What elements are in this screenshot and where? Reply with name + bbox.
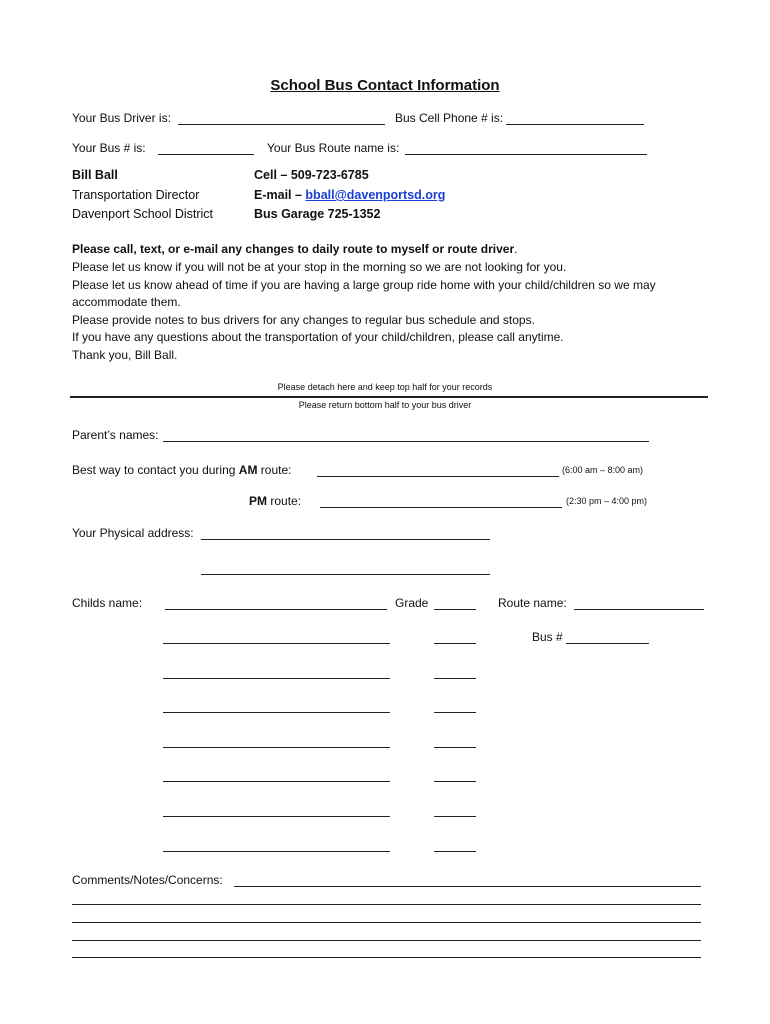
child-name-field-6[interactable]: [163, 781, 390, 782]
child-name-field-4[interactable]: [163, 712, 390, 713]
comments-field-2[interactable]: [72, 904, 701, 905]
grade-field-5[interactable]: [434, 747, 476, 748]
bus-route-label: Your Bus Route name is:: [267, 141, 400, 155]
instruction-line-3b: accommodate them.: [72, 295, 181, 309]
address-field-2[interactable]: [201, 574, 490, 575]
grade-field-8[interactable]: [434, 851, 476, 852]
detach-line: [70, 396, 708, 398]
am-label: AM: [238, 463, 258, 477]
address-field-1[interactable]: [201, 539, 490, 540]
bus-cell-field[interactable]: [506, 124, 644, 125]
instruction-line-3: Please let us know ahead of time if you are having a large group ride home with your child/children so we may: [72, 278, 656, 292]
bus-driver-field[interactable]: [178, 124, 385, 125]
pm-time: (2:30 pm – 4:00 pm): [566, 496, 648, 506]
comments-label: Comments/Notes/Concerns:: [72, 873, 223, 887]
parents-field[interactable]: [163, 441, 649, 442]
grade-field-3[interactable]: [434, 678, 476, 679]
grade-field-2[interactable]: [434, 643, 476, 644]
instruction-line-5: If you have any questions about the transportation of your child/children, please call anytime.: [72, 330, 564, 344]
route-name-label: Route name:: [498, 596, 567, 610]
contact-name: Bill Ball: [72, 168, 118, 182]
pm-route-word: route:: [270, 494, 302, 508]
comments-field-1[interactable]: [234, 886, 701, 887]
am-route-word: route:: [260, 463, 292, 477]
grade-field-1[interactable]: [434, 609, 476, 610]
bus-number-field-2[interactable]: [566, 643, 649, 644]
bus-number-field[interactable]: [158, 154, 254, 155]
instruction-line-1-text: Please call, text, or e-mail any changes to daily route to myself or route driver: [72, 242, 515, 256]
contact-org: Davenport School District: [72, 207, 214, 221]
instruction-line-1: [72, 242, 518, 256]
am-contact-label: [72, 463, 291, 477]
contact-role: Transportation Director: [72, 188, 200, 202]
contact-garage: Bus Garage 725-1352: [254, 207, 381, 221]
instruction-line-6: Thank you, Bill Ball.: [72, 348, 178, 362]
child-name-field-7[interactable]: [163, 816, 390, 817]
child-name-field-3[interactable]: [163, 678, 390, 679]
comments-field-5[interactable]: [72, 957, 701, 958]
contact-email-line: [254, 188, 445, 202]
contact-prefix: Best way to contact you during: [72, 463, 236, 477]
contact-cell: Cell – 509-723-6785: [254, 168, 369, 182]
am-time: (6:00 am – 8:00 am): [562, 465, 644, 475]
route-name-field[interactable]: [574, 609, 704, 610]
detach-bottom-note: Please return bottom half to your bus driver: [298, 400, 472, 410]
detach-top-note: Please detach here and keep top half for your records: [277, 382, 493, 392]
parents-label: Parent’s names:: [72, 428, 159, 442]
email-prefix: E-mail –: [254, 188, 306, 202]
grade-field-7[interactable]: [434, 816, 476, 817]
bus-cell-label: Bus Cell Phone # is:: [395, 111, 504, 125]
am-route-field[interactable]: [317, 476, 559, 477]
childs-name-label: Childs name:: [72, 596, 143, 610]
grade-field-4[interactable]: [434, 712, 476, 713]
bus-number-label-2: Bus #: [532, 630, 563, 644]
page-title: School Bus Contact Information: [270, 77, 500, 94]
instruction-line-1-end: .: [514, 242, 518, 256]
address-label: Your Physical address:: [72, 526, 194, 540]
grade-field-6[interactable]: [434, 781, 476, 782]
bus-route-field[interactable]: [405, 154, 647, 155]
pm-contact-label: [249, 494, 301, 508]
comments-field-3[interactable]: [72, 922, 701, 923]
bus-driver-label: Your Bus Driver is:: [72, 111, 171, 125]
email-link[interactable]: bball@davenportsd.org: [305, 188, 446, 202]
child-name-field-8[interactable]: [163, 851, 390, 852]
child-name-field-1[interactable]: [165, 609, 387, 610]
bus-number-label: Your Bus # is:: [72, 141, 146, 155]
child-name-field-5[interactable]: [163, 747, 390, 748]
comments-field-4[interactable]: [72, 940, 701, 941]
pm-route-field[interactable]: [320, 507, 562, 508]
grade-label: Grade: [395, 596, 429, 610]
instruction-line-2: Please let us know if you will not be at your stop in the morning so we are not looking for you.: [72, 260, 567, 274]
child-name-field-2[interactable]: [163, 643, 390, 644]
pm-label: PM: [249, 494, 267, 508]
instruction-line-4: Please provide notes to bus drivers for any changes to regular bus schedule and stops.: [72, 313, 535, 327]
